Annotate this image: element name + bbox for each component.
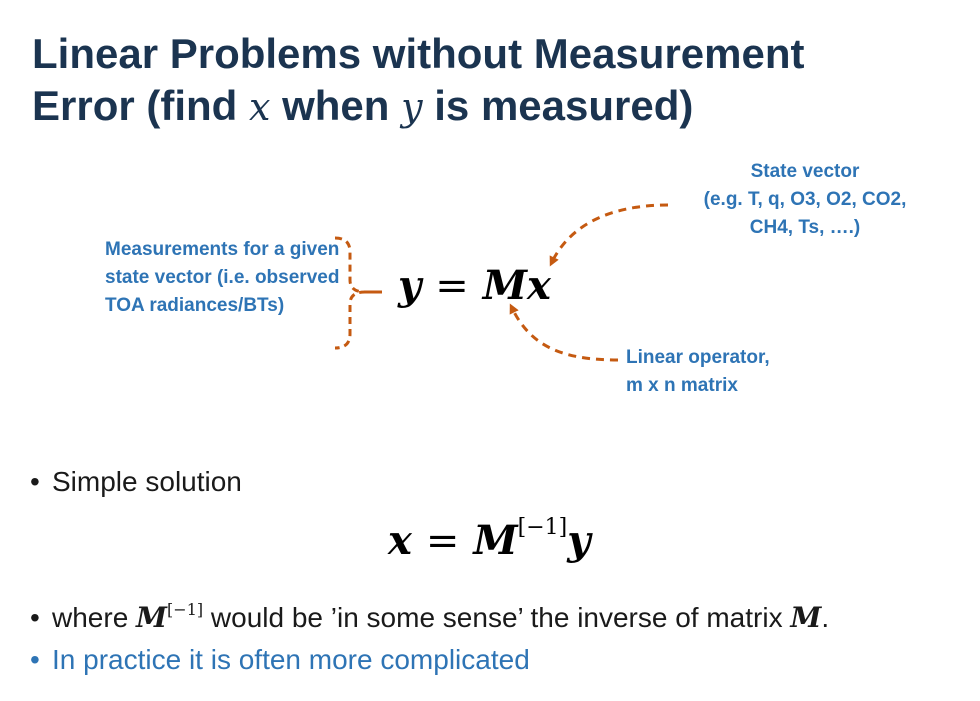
- title-line-2: Error (find x when y is measured): [32, 82, 694, 129]
- title-var-x: x: [249, 85, 271, 129]
- bullet-in-practice: • In practice it is often more complicated: [30, 644, 530, 675]
- title-line-1: Linear Problems without Measurement: [32, 30, 805, 77]
- linear-operator-label: Linear operator, m x n matrix: [626, 347, 770, 396]
- measurements-label: Measurements for a given state vector (i.e. observed TOA radiances/BTs): [105, 239, 340, 316]
- equation-solution: x = M[−1]y: [388, 515, 591, 564]
- state-vector-arrow: [552, 205, 668, 262]
- title-var-y: y: [401, 85, 423, 129]
- operator-arrow: [512, 308, 618, 360]
- measurement-brace: [335, 238, 365, 348]
- equation-main: y = Mx: [398, 262, 551, 309]
- bullet-inverse-note: • where M[−1] would be ’in some sense’ the inverse of matrix M.: [30, 600, 830, 634]
- state-vector-label: State vector (e.g. T, q, O3, O2, CO2, CH4, Ts, ….): [703, 161, 907, 238]
- bullet-simple-solution: • Simple solution: [30, 466, 242, 497]
